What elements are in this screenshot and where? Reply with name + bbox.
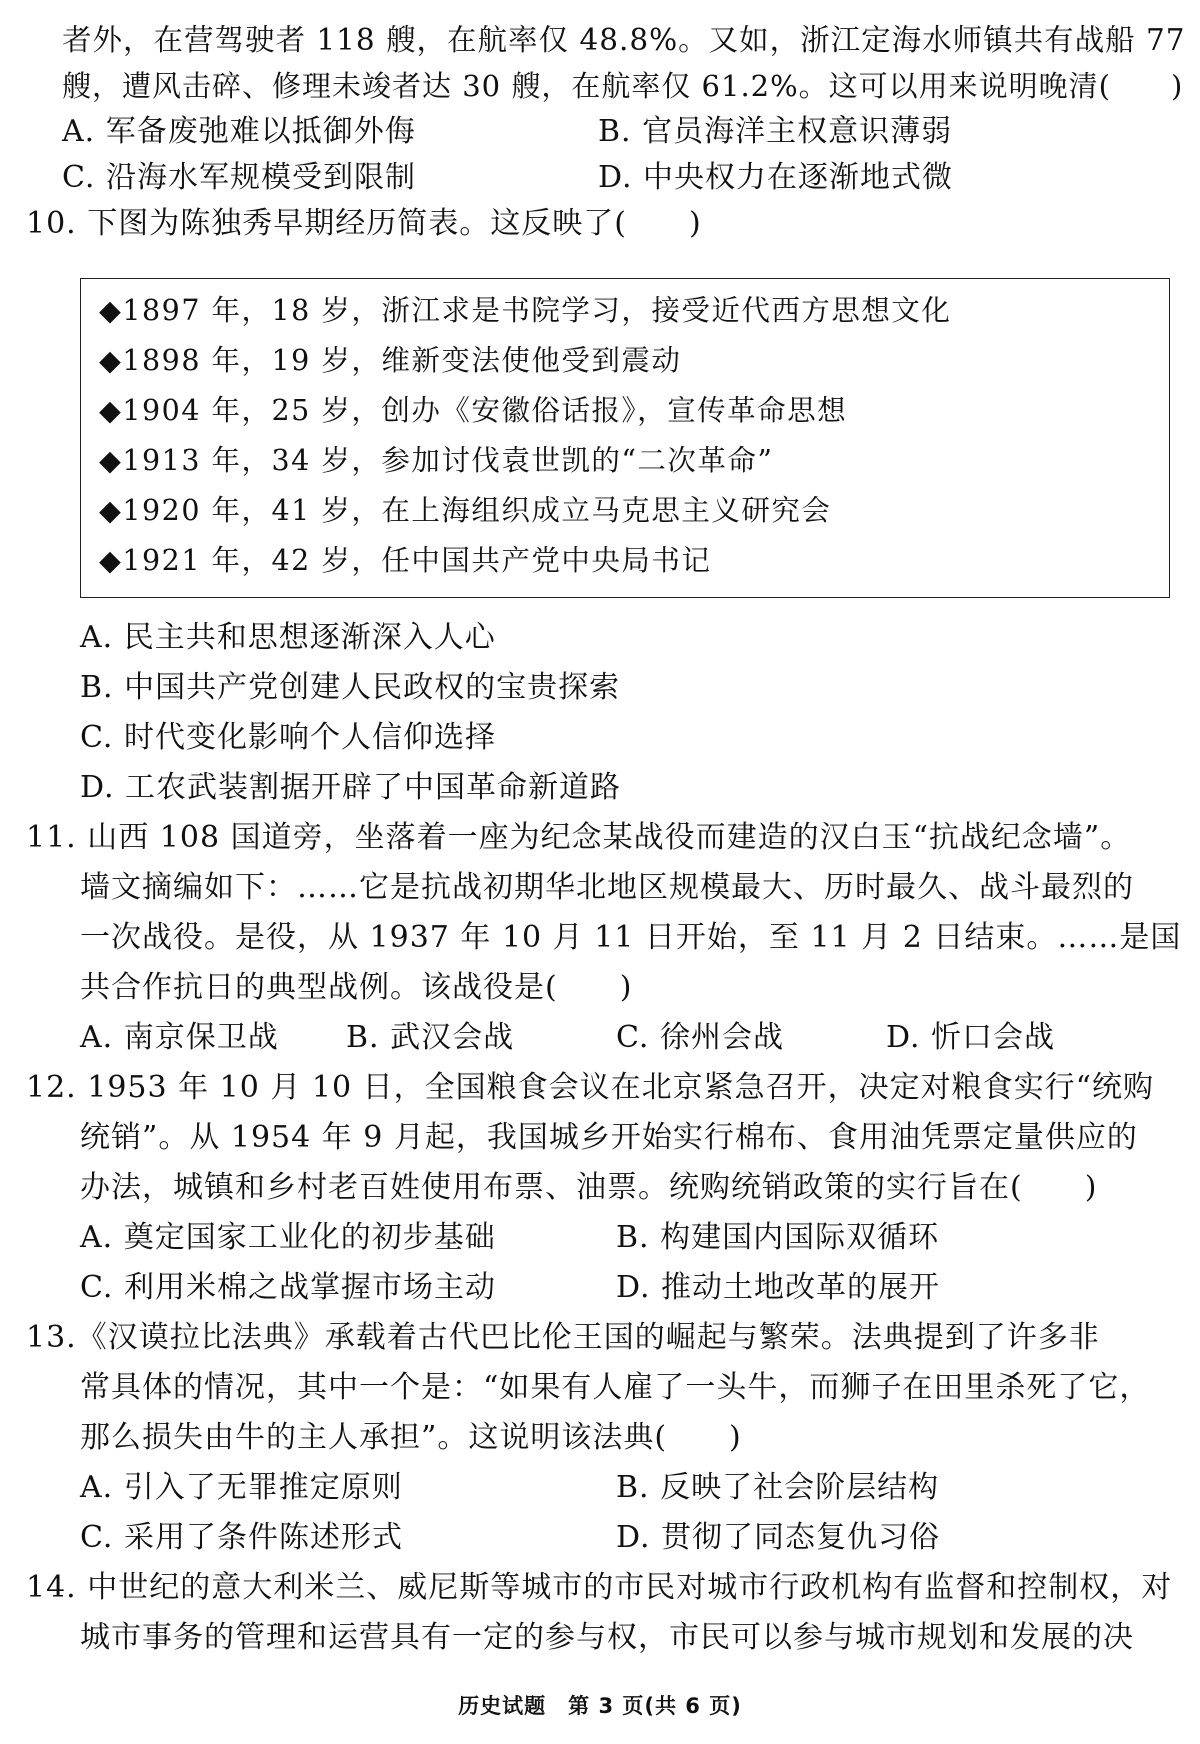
q14-line-2: 城市事务的管理和运营具有一定的参与权，市民可以参与城市规划和发展的决: [80, 1620, 1134, 1655]
timeline-row: ◆1898 年，19 岁，维新变法使他受到震动: [99, 344, 682, 377]
chen-duxiu-timeline-table: [80, 278, 1170, 598]
q9-option-b: B. 官员海洋主权意识薄弱: [598, 114, 953, 149]
q11-line-3: 一次战役。是役，从 1937 年 10 月 11 日开始，至 11 月 2 日结束。……是国: [80, 920, 1182, 955]
q9-option-a: A. 军备废弛难以抵御外侮: [62, 114, 416, 149]
q11-line-4: 共合作抗日的典型战例。该战役是( ): [80, 970, 633, 1005]
q11-line-2: 墙文摘编如下：……它是抗战初期华北地区规模最大、历时最久、战斗最烈的: [80, 870, 1134, 905]
q10-option-c: C. 时代变化影响个人信仰选择: [80, 720, 496, 755]
page-footer: 历史试题 第 3 页(共 6 页): [458, 1694, 742, 1718]
q10-stem: 10. 下图为陈独秀早期经历简表。这反映了( ): [26, 206, 702, 241]
q13-line-1: 13.《汉谟拉比法典》承载着古代巴比伦王国的崛起与繁荣。法典提到了许多非: [26, 1320, 1100, 1355]
q9-line-1: 者外，在营驾驶者 118 艘，在航率仅 48.8%。又如，浙江定海水师镇共有战船 77: [62, 23, 1186, 57]
q12-option-d: D. 推动土地改革的展开: [616, 1270, 941, 1305]
q12-option-a: A. 奠定国家工业化的初步基础: [80, 1220, 496, 1255]
q13-line-2: 常具体的情况，其中一个是：“如果有人雇了一头牛，而狮子在田里杀死了它，: [80, 1370, 1151, 1405]
timeline-row: ◆1920 年，41 岁，在上海组织成立马克思主义研究会: [99, 494, 832, 527]
q12-line-2: 统销”。从 1954 年 9 月起，我国城乡开始实行棉布、食用油凭票定量供应的: [80, 1120, 1138, 1155]
timeline-row: ◆1921 年，42 岁，任中国共产党中央局书记: [99, 544, 712, 577]
q9-option-c: C. 沿海水军规模受到限制: [62, 160, 416, 195]
q9-line-2: 艘，遭风击碎、修理未竣者达 30 艘，在航率仅 61.2%。这可以用来说明晚清( ): [62, 69, 1184, 103]
q10-option-b: B. 中国共产党创建人民政权的宝贵探索: [80, 670, 621, 705]
q11-option-b: B. 武汉会战: [346, 1020, 515, 1055]
q10-option-a: A. 民主共和思想逐渐深入人心: [80, 620, 496, 655]
q13-option-d: D. 贯彻了同态复仇习俗: [616, 1520, 941, 1555]
q13-option-b: B. 反映了社会阶层结构: [616, 1470, 940, 1505]
q12-option-b: B. 构建国内国际双循环: [616, 1220, 940, 1255]
q12-option-c: C. 利用米棉之战掌握市场主动: [80, 1270, 496, 1305]
timeline-row: ◆1913 年，34 岁，参加讨伐袁世凯的“二次革命”: [99, 444, 774, 477]
q11-line-1: 11. 山西 108 国道旁，坐落着一座为纪念某战役而建造的汉白玉“抗战纪念墙”。: [26, 820, 1132, 855]
timeline-row: ◆1904 年，25 岁，创办《安徽俗话报》，宣传革命思想: [99, 394, 848, 427]
q10-option-d: D. 工农武装割据开辟了中国革命新道路: [80, 770, 622, 805]
q12-line-3: 办法，城镇和乡村老百姓使用布票、油票。统购统销政策的实行旨在( ): [80, 1170, 1098, 1205]
timeline-row: ◆1897 年，18 岁，浙江求是书院学习，接受近代西方思想文化: [99, 294, 952, 327]
q9-option-d: D. 中央权力在逐渐地式微: [598, 160, 954, 195]
q13-option-a: A. 引入了无罪推定原则: [80, 1470, 403, 1505]
q12-line-1: 12. 1953 年 10 月 10 日，全国粮食会议在北京紧急召开，决定对粮食实行“统购: [26, 1070, 1154, 1105]
q11-option-d: D. 忻口会战: [886, 1020, 1056, 1055]
q14-line-1: 14. 中世纪的意大利米兰、威尼斯等城市的市民对城市行政机构有监督和控制权，对: [26, 1570, 1173, 1605]
q11-option-a: A. 南京保卫战: [80, 1020, 279, 1055]
q13-line-3: 那么损失由牛的主人承担”。这说明该法典( ): [80, 1420, 742, 1455]
q11-option-c: C. 徐州会战: [616, 1020, 784, 1055]
q13-option-c: C. 采用了条件陈述形式: [80, 1520, 403, 1555]
